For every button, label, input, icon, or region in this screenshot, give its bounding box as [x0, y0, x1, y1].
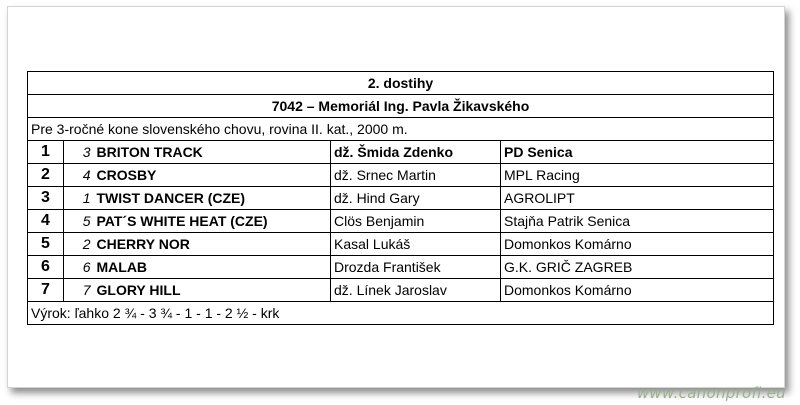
- race-title: 2. dostihy: [28, 72, 774, 95]
- horse-name: TWIST DANCER (CZE): [94, 187, 331, 210]
- owner-name: Domonkos Komárno: [501, 279, 774, 302]
- horse-name: GLORY HILL: [94, 279, 331, 302]
- owner-name: PD Senica: [501, 141, 774, 164]
- table-row: [28, 233, 774, 256]
- horse-number: 1: [64, 187, 94, 210]
- jockey-name: Drozda František: [331, 256, 501, 279]
- table-row: [28, 256, 774, 279]
- horse-name: PAT´S WHITE HEAT (CZE): [94, 210, 331, 233]
- finish-position: 3: [28, 187, 64, 210]
- jockey-name: dž. Šmida Zdenko: [331, 141, 501, 164]
- finish-position: 5: [28, 233, 64, 256]
- jockey-name: Clös Benjamin: [331, 210, 501, 233]
- finish-position: 4: [28, 210, 64, 233]
- jockey-name: Kasal Lukáš: [331, 233, 501, 256]
- table-row: [28, 141, 774, 164]
- finish-position: 1: [28, 141, 64, 164]
- owner-name: Stajňa Patrik Senica: [501, 210, 774, 233]
- horse-name: CHERRY NOR: [94, 233, 331, 256]
- jockey-name: dž. Hind Gary: [331, 187, 501, 210]
- site-watermark: www.canonprofi.eu: [636, 384, 786, 402]
- horse-name: MALAB: [94, 256, 331, 279]
- table-row: [28, 187, 774, 210]
- horse-number: 6: [64, 256, 94, 279]
- horse-number: 7: [64, 279, 94, 302]
- horse-number: 2: [64, 233, 94, 256]
- jockey-name: dž. Línek Jaroslav: [331, 279, 501, 302]
- owner-name: G.K. GRIČ ZAGREB: [501, 256, 774, 279]
- horse-name: BRITON TRACK: [94, 141, 331, 164]
- table-row: [28, 210, 774, 233]
- horse-number: 4: [64, 164, 94, 187]
- race-results-table: [27, 71, 774, 325]
- finish-position: 2: [28, 164, 64, 187]
- table-row: [28, 279, 774, 302]
- race-name: 7042 – Memoriál Ing. Pavla Žikavského: [28, 95, 774, 118]
- horse-number: 3: [64, 141, 94, 164]
- horse-number: 5: [64, 210, 94, 233]
- winning-margins: Výrok: ľahko 2 ¾ - 3 ¾ - 1 - 1 - 2 ½ - krk: [28, 302, 774, 325]
- race-conditions: Pre 3-ročné kone slovenského chovu, rovina II. kat., 2000 m.: [28, 118, 774, 141]
- jockey-name: dž. Srnec Martin: [331, 164, 501, 187]
- owner-name: MPL Racing: [501, 164, 774, 187]
- horse-name: CROSBY: [94, 164, 331, 187]
- table-row: [28, 164, 774, 187]
- owner-name: Domonkos Komárno: [501, 233, 774, 256]
- finish-position: 7: [28, 279, 64, 302]
- owner-name: AGROLIPT: [501, 187, 774, 210]
- finish-position: 6: [28, 256, 64, 279]
